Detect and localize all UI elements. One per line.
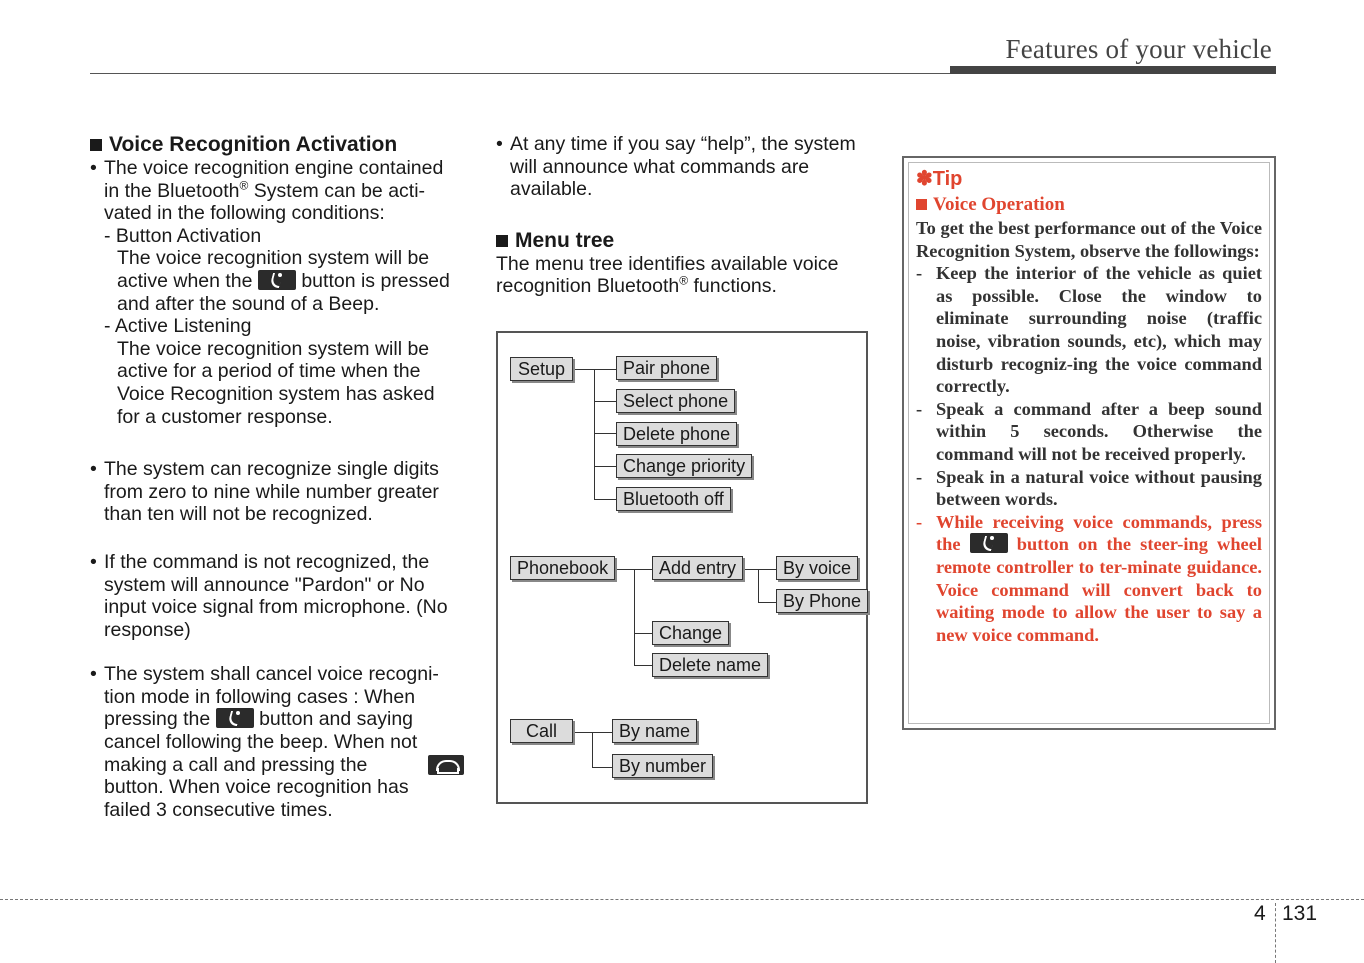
paragraph-digits: • The system can recognize single digits from zero to nine while number greater than ten will not be recognized. — [90, 458, 464, 526]
tip-intro: To get the best performance out of the Voice Recognition System, observe the followings: — [916, 218, 1262, 261]
paragraph-menu-tree-intro: The menu tree identifies available voice recognition Bluetooth® functions. — [496, 252, 839, 298]
tree-node-delete-phone: Delete phone — [616, 422, 737, 446]
paragraph-cancel: • The system shall cancel voice recogni- tion mode in following cases : When pressing the button and saying cancel following the beep. When not making a call and pressing the button. When voice recognition has failed 3 consecutive times. — [90, 663, 464, 821]
talk-button-icon — [970, 533, 1008, 553]
tree-node-delete-name: Delete name — [652, 653, 768, 677]
header-bar — [950, 66, 1276, 74]
sub-active-listening-text: The voice recognition system will be active for a period of time when the Voice Recognition system has asked for a customer response. — [117, 337, 435, 428]
footer-rule — [0, 899, 1364, 900]
tree-node-by-number: By number — [612, 754, 713, 778]
tree-node-change: Change — [652, 621, 729, 645]
column-1 — [90, 133, 464, 821]
column-2 — [496, 133, 870, 298]
page-number-separator — [1275, 903, 1276, 963]
menu-tree-diagram — [496, 331, 868, 804]
paragraph-help: • At any time if you say “help”, the system will announce what commands are available. — [496, 133, 870, 201]
square-bullet-icon — [90, 139, 102, 151]
tree-node-bluetooth-off: Bluetooth off — [616, 487, 731, 511]
tip-heading: Voice Operation — [916, 193, 1262, 217]
header-rule — [90, 73, 950, 74]
tree-node-change-priority: Change priority — [616, 454, 752, 478]
tree-node-add-entry: Add entry — [652, 556, 743, 580]
hang-up-button-icon — [428, 755, 464, 775]
chapter-number: 4 — [1254, 902, 1266, 925]
tree-node-setup: Setup — [510, 357, 573, 381]
tip-item-speak-after-beep: - Speak a command after a beep sound within 5 seconds. Otherwise the command will not be received properly. — [916, 398, 1262, 466]
section-title-voice-recognition: Voice Recognition Activation — [90, 133, 464, 157]
tree-node-pair-phone: Pair phone — [616, 356, 717, 380]
page-header-title: Features of your vehicle — [1005, 34, 1272, 64]
tree-node-by-phone: By Phone — [776, 589, 868, 613]
sub-button-activation-label: - Button Activation — [104, 224, 262, 247]
tree-node-phonebook: Phonebook — [510, 556, 615, 580]
tip-item-quiet: - Keep the interior of the vehicle as quiet as possible. Close the window to eliminate surrounding noise (traffic noise, vibration sounds, etc), which may disturb recogniz-ing the voice command correctly. — [916, 262, 1262, 398]
tip-item-natural-voice: - Speak in a natural voice without pausing between words. — [916, 466, 1262, 511]
tip-label: ✽Tip — [916, 168, 963, 190]
tree-node-select-phone: Select phone — [616, 389, 735, 413]
tree-node-by-voice: By voice — [776, 556, 858, 580]
sub-active-listening-label: - Active Listening — [104, 315, 252, 338]
page-number: 131 — [1282, 902, 1318, 925]
square-bullet-icon — [496, 235, 508, 247]
sub-button-activation-text: The voice recognition system will be active when the button is pressed and after the sound of a Beep. — [117, 247, 450, 315]
talk-button-icon — [258, 270, 296, 290]
tree-node-call: Call — [510, 719, 573, 743]
section-title-menu-tree: Menu tree — [496, 229, 870, 253]
tip-item-terminate-guidance: - While receiving voice commands, press the button on the steer-ing wheel remote controller to ter-minate guidance. Voice command will convert back to waiting mode to allow the user to say a new voice command. — [916, 511, 1262, 647]
tip-box — [902, 156, 1276, 730]
paragraph-not-recognized: • If the command is not recognized, the system will announce "Pardon" or No input voice signal from microphone. (No response) — [90, 551, 464, 641]
tree-node-by-name: By name — [612, 719, 697, 743]
paragraph-activation: • The voice recognition engine contained in the Bluetooth® System can be acti- vated in the following conditions: — [90, 157, 464, 225]
square-bullet-icon — [916, 199, 927, 210]
talk-button-icon — [216, 708, 254, 728]
